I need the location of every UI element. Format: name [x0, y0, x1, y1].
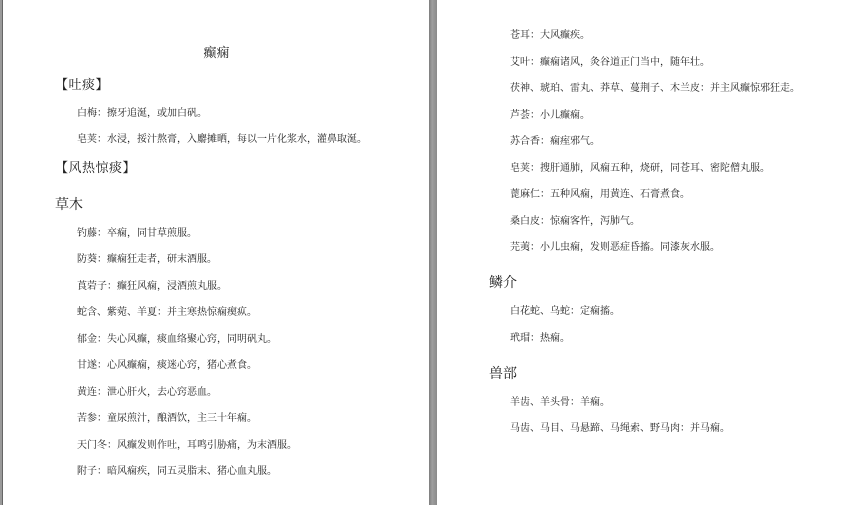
left-page: [2, 0, 430, 505]
entry: 桑白皮：惊痫客忤，泻肺气。: [510, 216, 640, 227]
entry: 白梅：擦牙追涎，或加白矾。: [77, 108, 207, 119]
entry: 羊齿、羊头骨：羊痫。: [510, 397, 610, 408]
entry: 郁金：失心风癫，痰血络聚心窍，同明矾丸。: [77, 334, 277, 345]
entry: 钓藤：卒痫，同甘草煎服。: [77, 228, 197, 239]
entry: 芦荟：小儿癫痫。: [510, 110, 590, 121]
entry: 莨菪子：癫狂风痫，浸酒煎丸服。: [77, 281, 227, 292]
page-divider: [429, 0, 437, 505]
entry: 蓖麻仁：五种风痫，用黄连、石膏煮食。: [510, 189, 690, 200]
subsection-heading-caomu: 草木: [55, 197, 83, 213]
page-title: 癫痫: [203, 46, 230, 61]
right-page: [437, 0, 868, 505]
entry: 甘遂：心风癫痫，痰迷心窍，猪心煮食。: [77, 360, 257, 371]
entry: 皂荚：水浸，挼汁熬膏，入麝摊晒，每以一片化浆水，灌鼻取涎。: [77, 134, 367, 145]
entry: 皂荚：搜肝通肺，风痫五种，烧研，同苍耳、密陀僧丸服。: [510, 163, 770, 174]
entry: 苦参：童尿煎汁，酿酒饮，主三十年痫。: [77, 413, 257, 424]
entry: 附子：暗风痫疾，同五灵脂末、猪心血丸服。: [77, 466, 277, 477]
entry: 马齿、马目、马悬蹄、马绳索、野马肉：并马痫。: [510, 423, 730, 434]
entry: 苏合香：痫痓邪气。: [510, 136, 600, 147]
entry: 玳瑁：热痫。: [510, 333, 570, 344]
section-heading-fengre: 【风热惊痰】: [55, 161, 137, 176]
entry: 芫荑：小儿虫痫，发则恶症昏搐。同漆灰水服。: [510, 242, 720, 253]
subsection-heading-linjie: 鳞介: [489, 275, 517, 291]
entry: 黄连：泄心肝火，去心窍恶血。: [77, 387, 217, 398]
entry: 蛇含、紫菀、羊夏：并主寒热惊痫瘈疭。: [77, 307, 257, 318]
entry: 天门冬：风癫发则作吐，耳鸣引胁痛，为末酒服。: [77, 440, 297, 451]
entry: 白花蛇、乌蛇：定痫搐。: [510, 306, 620, 317]
entry: 防葵：癫痫狂走者，研末酒服。: [77, 254, 217, 265]
entry: 茯神、琥珀、雷丸、莽草、蔓荆子、木兰皮：并主风癫惊邪狂走。: [510, 83, 800, 94]
entry: 艾叶：癫痫诸风，灸谷道正门当中，随年壮。: [510, 57, 710, 68]
subsection-heading-shoubu: 兽部: [489, 366, 517, 382]
section-heading-tutan: 【吐痰】: [55, 78, 110, 93]
entry: 苍耳：大风癫疾。: [510, 30, 590, 41]
